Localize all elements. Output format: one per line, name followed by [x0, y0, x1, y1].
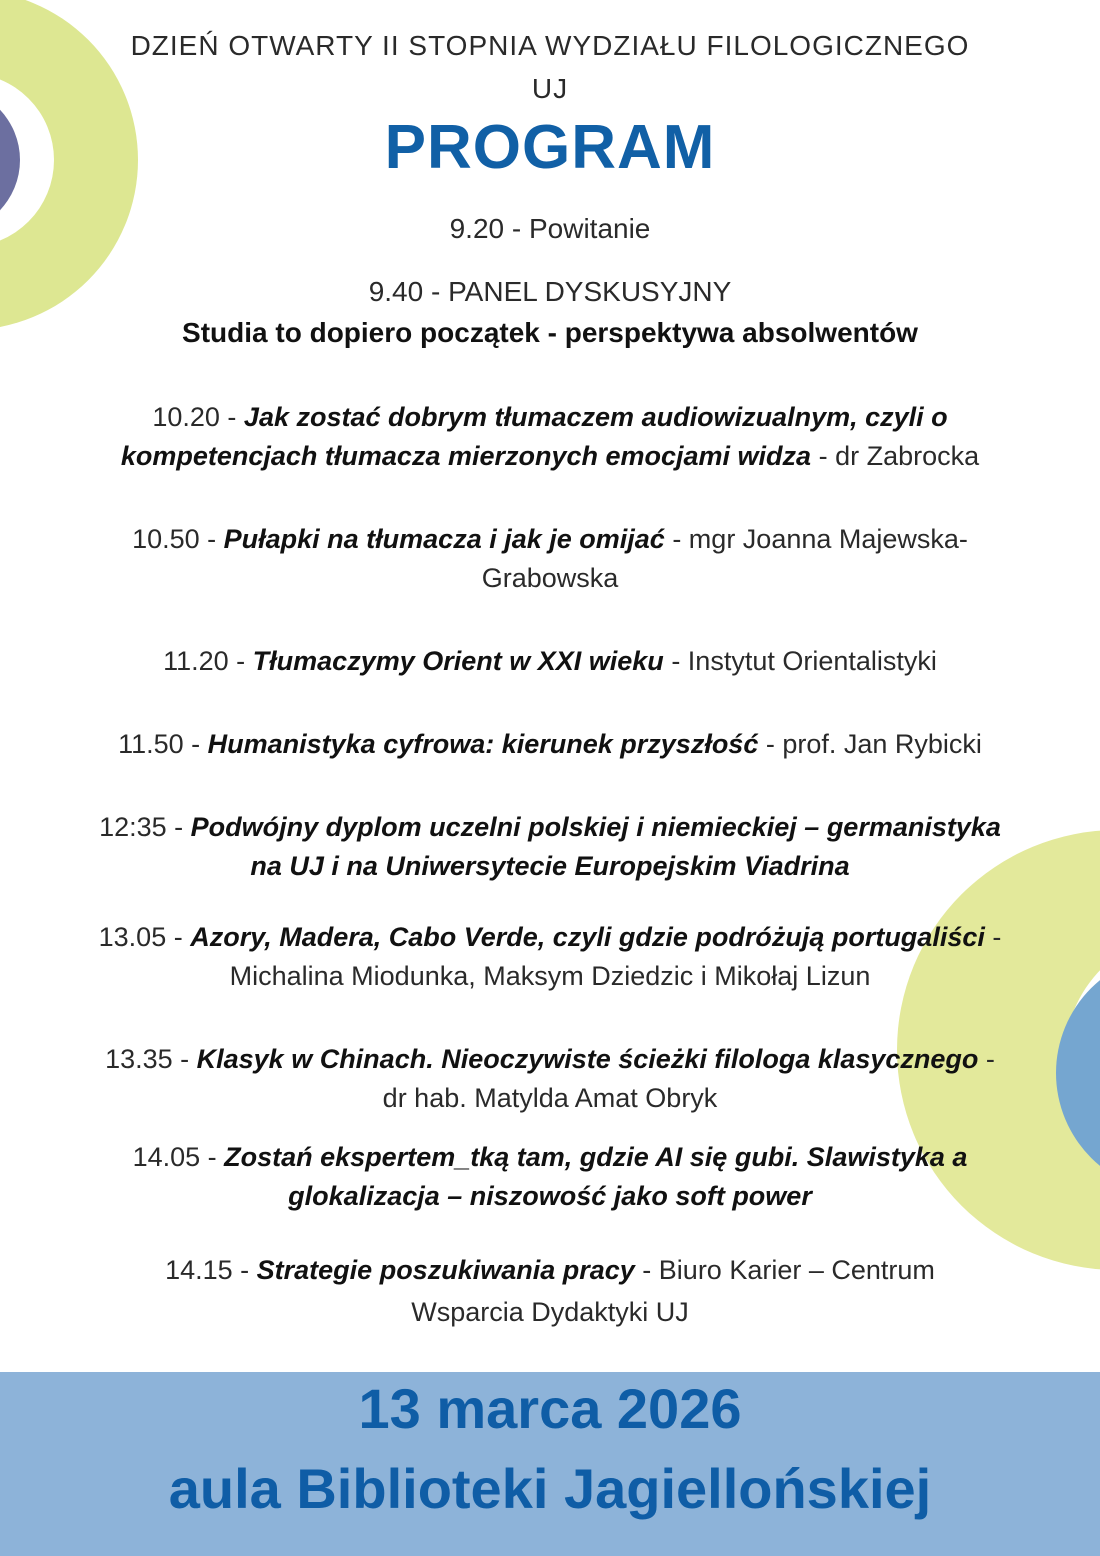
item-title: Jak zostać dobrym tłumaczem audiowizualnym, czyli o [243, 402, 948, 432]
item-speaker: - Biuro Karier – Centrum [634, 1255, 935, 1285]
item-speaker: - Instytut Orientalistyki [663, 646, 937, 676]
item-title: glokalizacja – niszowość jako soft power [288, 1181, 812, 1211]
item-speaker: - mgr Joanna Majewska- [664, 524, 968, 554]
item-title: Strategie poszukiwania pracy [256, 1255, 635, 1285]
item-time: 12:35 - [99, 812, 191, 842]
item-time: 11.50 - [118, 729, 208, 759]
item-time: 13.05 - [98, 922, 191, 952]
schedule-item [0, 402, 1100, 433]
item-time: 11.20 - [163, 646, 253, 676]
item-title: na UJ i na Uniwersytecie Europejskim Viadrina [250, 851, 850, 881]
schedule-item-cont [0, 851, 1100, 882]
schedule-item-cont [0, 1083, 1100, 1114]
item-title: Pułapki na tłumacza i jak je omijać [223, 524, 665, 554]
schedule-item [0, 1255, 1100, 1286]
schedule-item [0, 729, 1100, 760]
schedule-item-cont [0, 563, 1100, 594]
panel-subtitle: Studia to dopiero początek - perspektywa absolwentów [182, 317, 918, 348]
item-speaker: - [978, 1044, 995, 1074]
panel-line: 9.40 - PANEL DYSKUSYJNY [368, 276, 732, 307]
header-line-1: DZIEŃ OTWARTY II STOPNIA WYDZIAŁU FILOLOGICZNEGO [130, 30, 970, 61]
schedule-item-cont [0, 1181, 1100, 1212]
item-title: Azory, Madera, Cabo Verde, czyli gdzie podróżują portugaliści [190, 922, 985, 952]
item-time: 10.20 - [152, 402, 244, 432]
item-time: 14.05 - [132, 1142, 225, 1172]
schedule-item [0, 922, 1100, 953]
item-speaker: dr hab. Matylda Amat Obryk [382, 1083, 718, 1113]
item-speaker: Michalina Miodunka, Maksym Dziedzic i Mikołaj Lizun [229, 961, 871, 991]
item-title: Humanistyka cyfrowa: kierunek przyszłość [207, 729, 759, 759]
schedule-item-cont [0, 961, 1100, 992]
item-speaker: - [984, 922, 1002, 952]
item-title: Klasyk w Chinach. Nieoczywiste ścieżki filologa klasycznego [196, 1044, 979, 1074]
schedule-item [0, 524, 1100, 555]
schedule-item-cont [0, 1297, 1100, 1328]
schedule-item-cont [0, 441, 1100, 472]
item-time: 13.35 - [105, 1044, 197, 1074]
item-time: 14.15 - [165, 1255, 257, 1285]
schedule-item [0, 1142, 1100, 1173]
event-venue: aula Biblioteki Jagiellońskiej [168, 1457, 932, 1520]
header-line-2: UJ [531, 73, 569, 104]
item-speaker: Wsparcia Dydaktyki UJ [411, 1297, 689, 1327]
item-title: kompetencjach tłumacza mierzonych emocjami widza [120, 441, 812, 471]
item-speaker: Grabowska [481, 563, 619, 593]
page-title: PROGRAM [384, 113, 716, 182]
item-speaker: - prof. Jan Rybicki [758, 729, 982, 759]
event-date: 13 marca 2026 [358, 1377, 742, 1440]
item-title: Podwójny dyplom uczelni polskiej i niemieckiej – germanistyka [190, 812, 1001, 842]
schedule-item [0, 812, 1100, 843]
item-time: 10.50 - [132, 524, 224, 554]
item-title: Zostań ekspertem_tką tam, gdzie AI się gubi. Slawistyka a [224, 1142, 968, 1172]
schedule-item [0, 646, 1100, 677]
item-title: Tłumaczymy Orient w XXI wieku [252, 646, 664, 676]
welcome-line: 9.20 - Powitanie [449, 213, 651, 244]
item-speaker: - dr Zabrocka [811, 441, 980, 471]
schedule-item [0, 1044, 1100, 1075]
